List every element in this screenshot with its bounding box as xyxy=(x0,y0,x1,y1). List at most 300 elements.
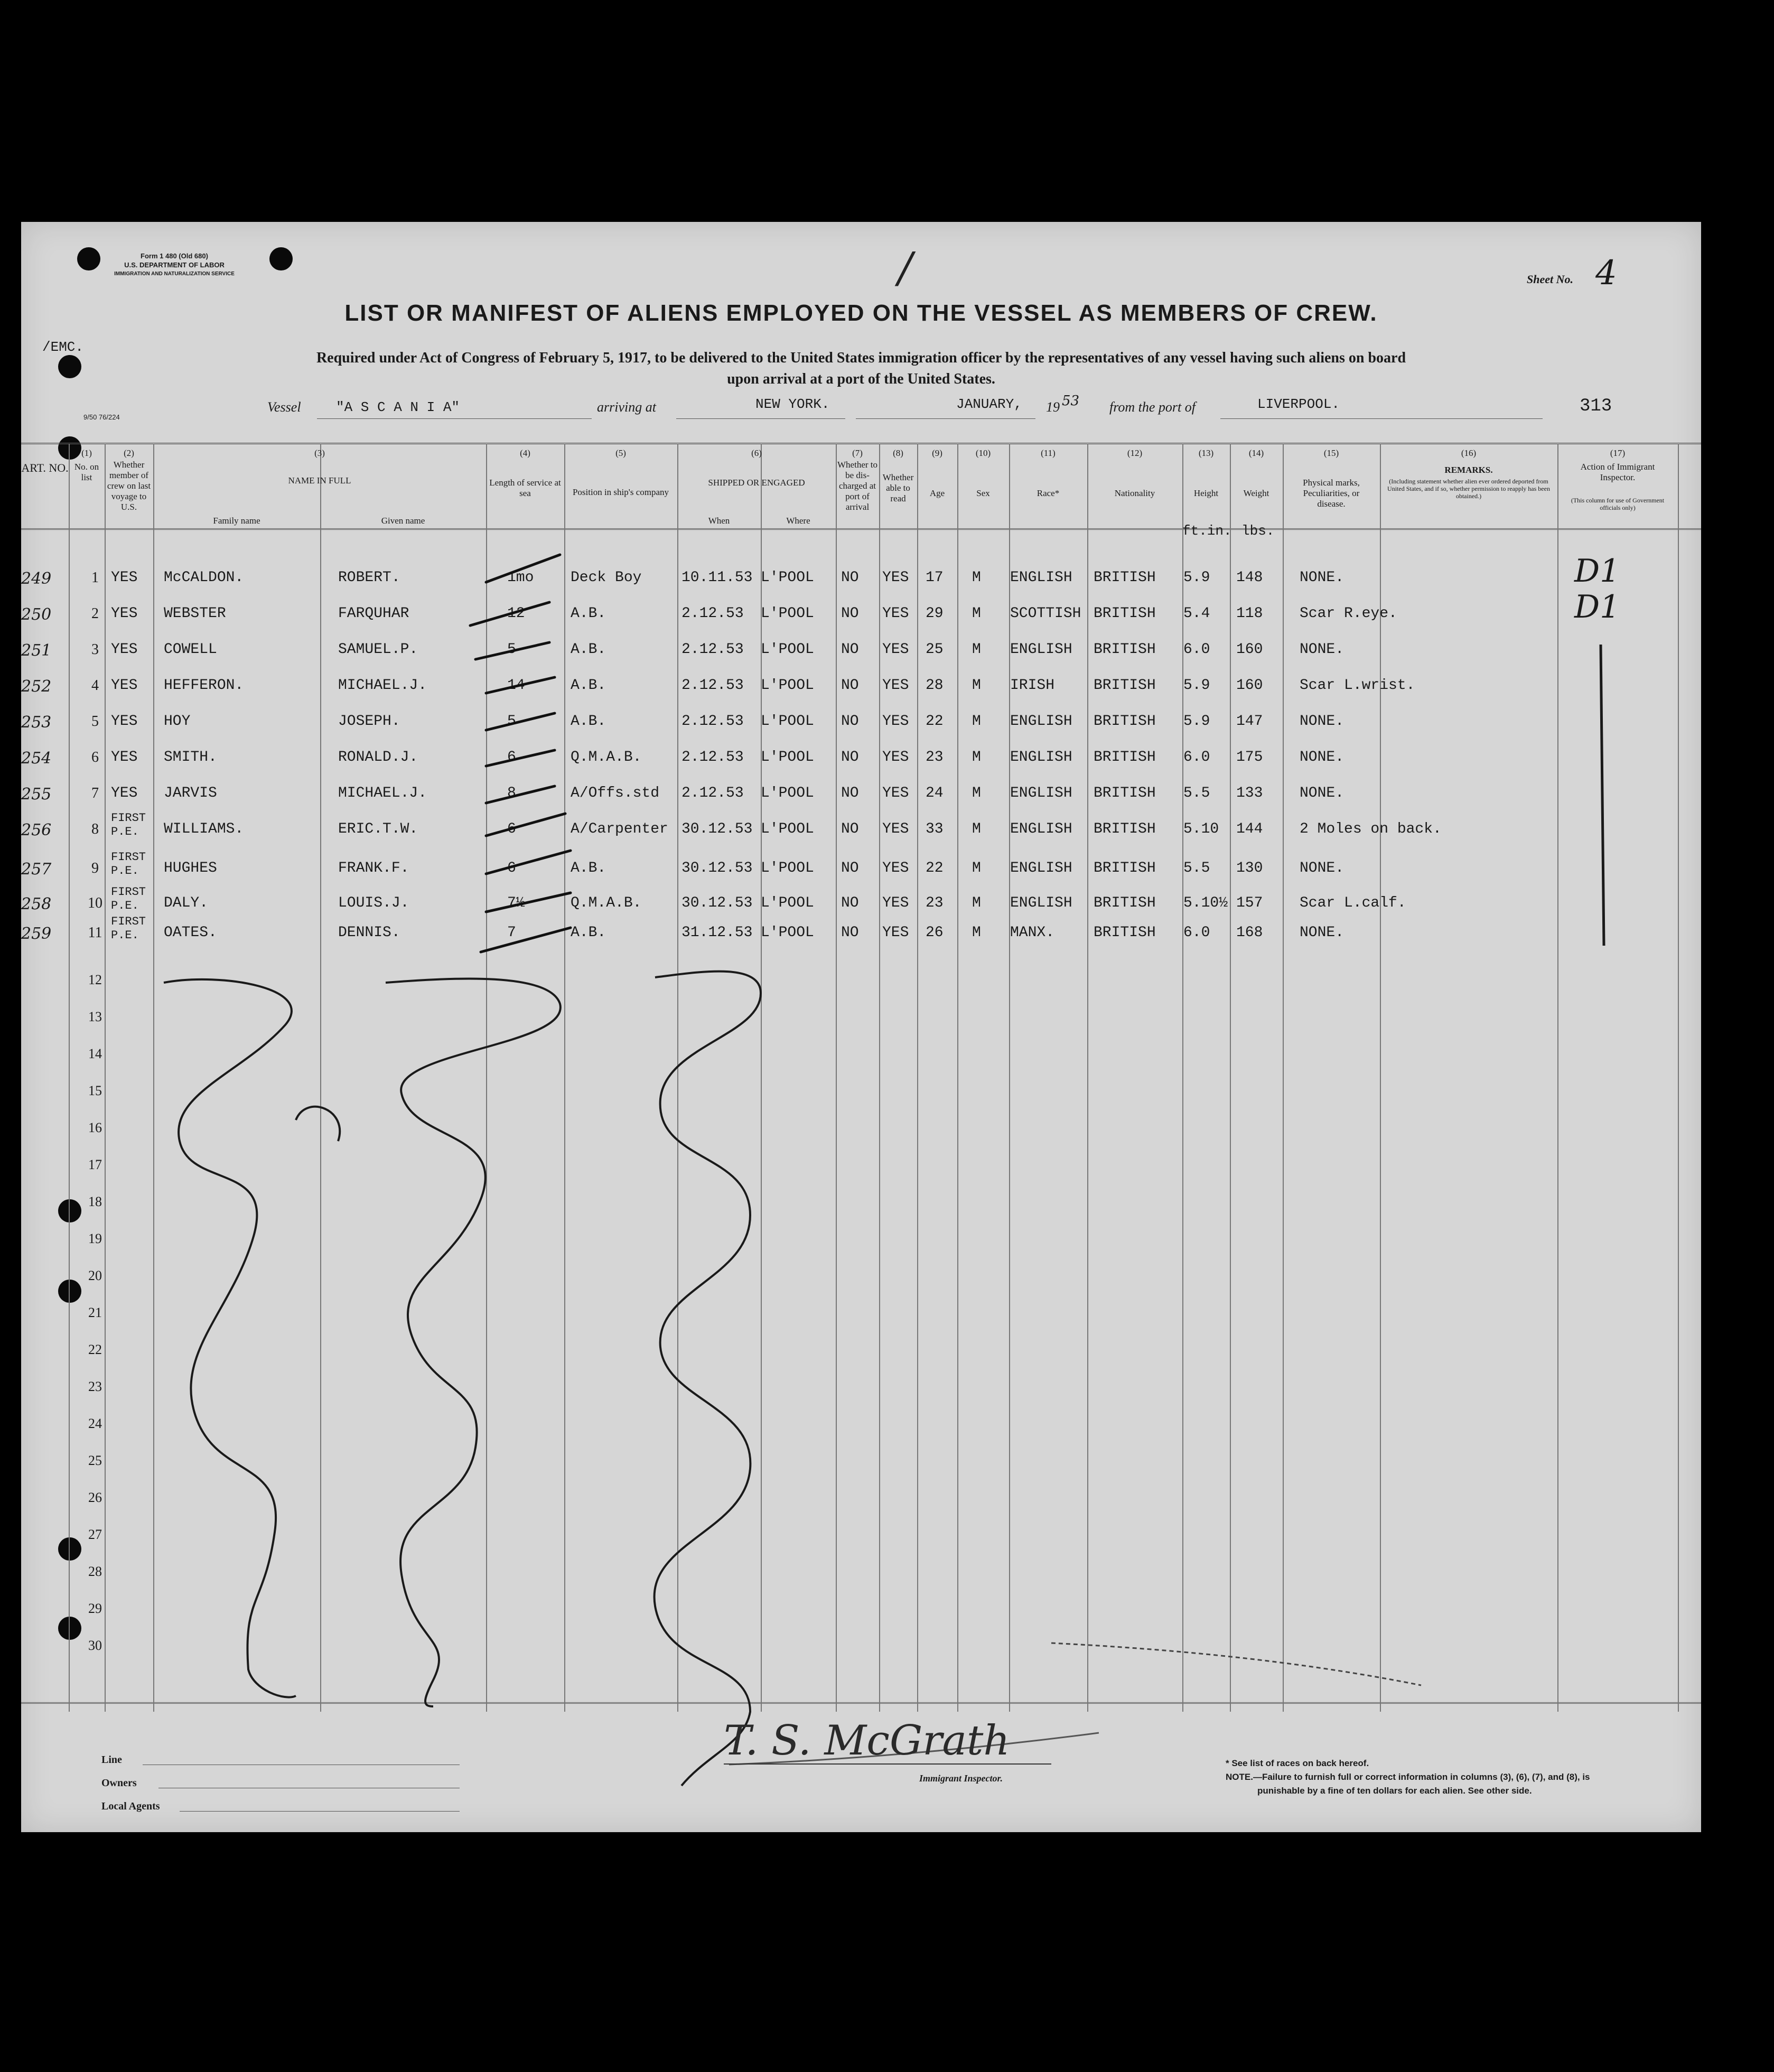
header-c10: Sex xyxy=(976,488,990,498)
discharged: NO xyxy=(841,749,859,766)
inspector-action: D1 xyxy=(1574,553,1620,590)
family-name: HEFFERON. xyxy=(164,677,244,694)
weight: 175 xyxy=(1236,749,1263,766)
shipped-where: L'POOL xyxy=(761,785,814,801)
age: 23 xyxy=(926,895,944,911)
row-number: 17 xyxy=(88,1157,102,1172)
previous-voyage: YES xyxy=(111,713,138,730)
nationality: BRITISH xyxy=(1094,895,1156,911)
discharged: NO xyxy=(841,713,859,730)
weight: 160 xyxy=(1236,677,1263,694)
art-number: 254 xyxy=(21,749,52,768)
previous-voyage: FIRST P.E. xyxy=(111,851,146,878)
discharged: NO xyxy=(841,785,859,801)
race: ENGLISH xyxy=(1010,641,1072,658)
row-number: 12 xyxy=(88,972,102,987)
header-c11: Race* xyxy=(1037,488,1060,498)
art-number: 249 xyxy=(21,570,52,588)
local-agents-label: Local Agents xyxy=(101,1800,160,1812)
position: A.B. xyxy=(571,925,606,941)
header-art-no: ART. NO. xyxy=(21,461,69,474)
header-c8: Whether able to read xyxy=(882,472,914,503)
given-name: MICHAEL.J. xyxy=(338,677,427,694)
art-number: 253 xyxy=(21,713,52,732)
able-to-read: YES xyxy=(882,821,909,837)
weight: 160 xyxy=(1236,641,1263,658)
physical-marks: NONE. xyxy=(1300,749,1344,766)
discharged: NO xyxy=(841,570,859,586)
cancel-squiggle-family xyxy=(164,979,296,1697)
header-c17-num: (17) xyxy=(1610,448,1626,458)
able-to-read: YES xyxy=(882,860,909,876)
owners-label: Owners xyxy=(101,1777,137,1789)
subtitle-2: upon arrival at a port of the United States. xyxy=(727,371,995,387)
header-c1: No. on list xyxy=(74,462,99,482)
from-port: LIVERPOOL. xyxy=(1257,396,1340,412)
header-c15-num: (15) xyxy=(1323,448,1339,458)
height: 5.10 xyxy=(1183,821,1219,837)
penalty-note: NOTE.—Failure to furnish full or correct information in columns (3), (6), (7), and (8), is xyxy=(1226,1772,1590,1782)
cancel-squiggles xyxy=(164,972,761,1786)
physical-marks: Scar L.calf. xyxy=(1300,895,1406,911)
nationality: BRITISH xyxy=(1094,570,1156,586)
row-number: 28 xyxy=(88,1564,102,1579)
shipped-date: 2.12.53 xyxy=(681,749,744,766)
pen-mark: / xyxy=(898,243,912,292)
header-c6-num: (6) xyxy=(751,448,762,458)
strike-mark xyxy=(486,851,571,874)
pen-marks xyxy=(21,222,1701,1832)
sex: M xyxy=(972,677,981,694)
given-name: FARQUHAR xyxy=(338,605,409,622)
strike-mark xyxy=(475,642,549,659)
family-name: WEBSTER xyxy=(164,605,226,622)
nationality: BRITISH xyxy=(1094,785,1156,801)
service-length: 5 xyxy=(507,641,516,658)
header-c14: Weight xyxy=(1243,488,1269,498)
sex: M xyxy=(972,895,981,911)
previous-voyage: YES xyxy=(111,641,138,658)
able-to-read: YES xyxy=(882,925,909,941)
line-label: Line xyxy=(101,1754,122,1766)
header-c8-num: (8) xyxy=(893,448,903,458)
age: 28 xyxy=(926,677,944,694)
header-c6-where: Where xyxy=(786,516,810,526)
physical-marks: Scar R.eye. xyxy=(1300,605,1397,622)
sheet-label: Sheet No. xyxy=(1527,273,1573,286)
service-length: 7½ xyxy=(507,895,525,911)
family-name: OATES. xyxy=(164,925,217,941)
shipped-where: L'POOL xyxy=(761,605,814,622)
able-to-read: YES xyxy=(882,605,909,622)
strike-mark xyxy=(486,786,555,803)
position: A.B. xyxy=(571,605,606,622)
header-family-name: Family name xyxy=(213,516,260,526)
row-number: 25 xyxy=(88,1453,102,1468)
header-c17: Action of Immigrant Inspector. xyxy=(1580,462,1655,482)
height: 5.4 xyxy=(1183,605,1210,622)
strike-mark xyxy=(486,677,555,693)
family-name: SMITH. xyxy=(164,749,217,766)
height: 5.9 xyxy=(1183,677,1210,694)
given-name: FRANK.F. xyxy=(338,860,409,876)
shipped-date: 10.11.53 xyxy=(681,570,753,586)
shipped-date: 2.12.53 xyxy=(681,713,744,730)
inspector-label: Immigrant Inspector. xyxy=(919,1773,1003,1784)
weight: 130 xyxy=(1236,860,1263,876)
service-length: 6 xyxy=(507,821,516,837)
age: 25 xyxy=(926,641,944,658)
row-number: 27 xyxy=(88,1527,102,1542)
able-to-read: YES xyxy=(882,713,909,730)
ref-code: 9/50 76/224 xyxy=(83,413,120,421)
header-c7: Whether to be dis-charged at port of arrival xyxy=(837,460,877,512)
header-c12: Nationality xyxy=(1114,488,1155,498)
row-number: 30 xyxy=(88,1638,102,1653)
height: 5.9 xyxy=(1183,713,1210,730)
nationality: BRITISH xyxy=(1094,749,1156,766)
header-c5-num: (5) xyxy=(615,448,626,458)
shipped-date: 30.12.53 xyxy=(681,860,753,876)
header-c1-num: (1) xyxy=(81,448,92,458)
shipped-where: L'POOL xyxy=(761,641,814,658)
list-number: 6 xyxy=(91,749,99,766)
shipped-where: L'POOL xyxy=(761,821,814,837)
sex: M xyxy=(972,821,981,837)
art-number: 259 xyxy=(21,925,52,943)
physical-marks: NONE. xyxy=(1300,713,1344,730)
given-name: ERIC.T.W. xyxy=(338,821,418,837)
list-number: 9 xyxy=(91,860,99,876)
weight: 147 xyxy=(1236,713,1263,730)
strike-mark xyxy=(486,814,565,836)
sex: M xyxy=(972,785,981,801)
department: U.S. DEPARTMENT OF LABOR xyxy=(124,261,225,269)
row-number: 13 xyxy=(88,1009,102,1024)
family-name: DALY. xyxy=(164,895,209,911)
subtitle-1: Required under Act of Congress of February 5, 1917, to be delivered to the United States immigration officer by the representatives of any vessel having such aliens on board xyxy=(316,350,1406,366)
strike-mark xyxy=(486,713,555,730)
art-number: 250 xyxy=(21,605,52,624)
position: A/Offs.std xyxy=(571,785,660,801)
ref-left: /EMC. xyxy=(42,339,84,355)
shipped-date: 2.12.53 xyxy=(681,641,744,658)
family-name: HUGHES xyxy=(164,860,217,876)
header-c13-num: (13) xyxy=(1198,448,1214,458)
list-number: 8 xyxy=(91,821,99,837)
race: ENGLISH xyxy=(1010,570,1072,586)
art-number: 255 xyxy=(21,785,52,804)
previous-voyage: FIRST P.E. xyxy=(111,885,146,912)
given-name: LOUIS.J. xyxy=(338,895,409,911)
family-name: HOY xyxy=(164,713,191,730)
able-to-read: YES xyxy=(882,895,909,911)
sex: M xyxy=(972,860,981,876)
nationality: BRITISH xyxy=(1094,925,1156,941)
list-number: 3 xyxy=(91,641,99,658)
given-name: ROBERT. xyxy=(338,570,400,586)
row-number: 21 xyxy=(88,1305,102,1320)
header-c13: Height xyxy=(1193,488,1219,498)
list-number: 4 xyxy=(91,677,99,694)
height: 5.10½ xyxy=(1183,895,1228,911)
able-to-read: YES xyxy=(882,749,909,766)
shipped-where: L'POOL xyxy=(761,895,814,911)
given-name: SAMUEL.P. xyxy=(338,641,418,658)
position: A.B. xyxy=(571,641,606,658)
family-name: COWELL xyxy=(164,641,217,658)
page-number: 313 xyxy=(1580,396,1612,416)
list-number: 7 xyxy=(91,785,99,801)
shipped-where: L'POOL xyxy=(761,713,814,730)
race: ENGLISH xyxy=(1010,860,1072,876)
service-length: 12 xyxy=(507,605,525,622)
header-c16: REMARKS. xyxy=(1444,465,1493,475)
discharged: NO xyxy=(841,677,859,694)
height: 6.0 xyxy=(1183,749,1210,766)
header-c3-num: (3) xyxy=(314,448,325,458)
strike-mark xyxy=(470,602,549,626)
position: A.B. xyxy=(571,860,606,876)
age: 17 xyxy=(926,570,944,586)
service-length: 5 xyxy=(507,713,516,730)
physical-marks: NONE. xyxy=(1300,925,1344,941)
row-number: 26 xyxy=(88,1490,102,1505)
header-given-name: Given name xyxy=(381,516,425,526)
position: Q.M.A.B. xyxy=(571,749,642,766)
art-number: 251 xyxy=(21,641,52,660)
row-number: 20 xyxy=(88,1268,102,1283)
discharged: NO xyxy=(841,641,859,658)
header-c16-note: (Including statement whether alien ever ordered deported from United States, and if so, whether permission to reapply has been obtained.) xyxy=(1387,478,1550,500)
shipped-date: 2.12.53 xyxy=(681,677,744,694)
list-number: 11 xyxy=(88,925,102,941)
race: IRISH xyxy=(1010,677,1055,694)
header-c2: Whether member of crew on last voyage to U.S. xyxy=(107,460,151,512)
inspector-action: D1 xyxy=(1574,589,1620,626)
header-c2-num: (2) xyxy=(124,448,134,458)
header-c16-num: (16) xyxy=(1461,448,1477,458)
header-c7-num: (7) xyxy=(852,448,863,458)
previous-voyage: YES xyxy=(111,605,138,622)
shipped-date: 30.12.53 xyxy=(681,895,753,911)
cancel-squiggle-position xyxy=(655,972,761,1786)
race: ENGLISH xyxy=(1010,713,1072,730)
age: 22 xyxy=(926,860,944,876)
weight: 144 xyxy=(1236,821,1263,837)
age: 29 xyxy=(926,605,944,622)
strike-mark xyxy=(486,750,555,766)
shipped-where: L'POOL xyxy=(761,860,814,876)
sex: M xyxy=(972,605,981,622)
header-c6: SHIPPED OR ENGAGED xyxy=(708,478,805,488)
discharged: NO xyxy=(841,895,859,911)
family-name: WILLIAMS. xyxy=(164,821,244,837)
row-number: 15 xyxy=(88,1083,102,1098)
row-number: 18 xyxy=(88,1194,102,1209)
age: 33 xyxy=(926,821,944,837)
sex: M xyxy=(972,925,981,941)
units-ft-in: ft.in. xyxy=(1182,523,1232,539)
shipped-where: L'POOL xyxy=(761,677,814,694)
penalty-note-cont: punishable by a fine of ten dollars for each alien. See other side. xyxy=(1257,1786,1532,1796)
given-name: JOSEPH. xyxy=(338,713,400,730)
race: ENGLISH xyxy=(1010,785,1072,801)
form-number: Form 1 480 (Old 680) xyxy=(141,252,208,260)
previous-voyage: FIRST P.E. xyxy=(111,915,146,942)
arrival-month: JANUARY, xyxy=(956,396,1022,412)
discharged: NO xyxy=(841,821,859,837)
shipped-where: L'POOL xyxy=(761,570,814,586)
service-strike-marks xyxy=(470,555,571,952)
previous-voyage: YES xyxy=(111,570,138,586)
row-number: 24 xyxy=(88,1416,102,1431)
nationality: BRITISH xyxy=(1094,641,1156,658)
shipped-date: 2.12.53 xyxy=(681,605,744,622)
position: A/Carpenter xyxy=(571,821,668,837)
discharged: NO xyxy=(841,860,859,876)
list-number: 10 xyxy=(88,895,102,911)
shipped-date: 31.12.53 xyxy=(681,925,753,941)
physical-marks: NONE. xyxy=(1300,570,1344,586)
height: 6.0 xyxy=(1183,925,1210,941)
row-number: 22 xyxy=(88,1342,102,1357)
previous-voyage: FIRST P.E. xyxy=(111,811,146,838)
given-name: DENNIS. xyxy=(338,925,400,941)
service-length: 6 xyxy=(507,749,516,766)
service-length: 8 xyxy=(507,785,516,801)
height: 6.0 xyxy=(1183,641,1210,658)
sex: M xyxy=(972,641,981,658)
age: 24 xyxy=(926,785,944,801)
previous-voyage: YES xyxy=(111,749,138,766)
cancel-squiggle-given xyxy=(386,978,561,1706)
header-c4-num: (4) xyxy=(520,448,530,458)
row-number: 23 xyxy=(88,1379,102,1394)
able-to-read: YES xyxy=(882,677,909,694)
height: 5.5 xyxy=(1183,860,1210,876)
year-prefix: 19 xyxy=(1046,399,1060,415)
weight: 148 xyxy=(1236,570,1263,586)
service-length: 1mo xyxy=(507,570,534,586)
row-number: 16 xyxy=(88,1120,102,1135)
sex: M xyxy=(972,749,981,766)
strike-mark xyxy=(486,893,571,912)
weight: 133 xyxy=(1236,785,1263,801)
physical-marks: NONE. xyxy=(1300,785,1344,801)
previous-voyage: YES xyxy=(111,677,138,694)
service-length: 7 xyxy=(507,925,516,941)
list-number: 5 xyxy=(91,713,99,730)
age: 26 xyxy=(926,925,944,941)
physical-marks: 2 Moles on back. xyxy=(1300,821,1442,837)
position: Q.M.A.B. xyxy=(571,895,642,911)
units-lbs: lbs. xyxy=(1241,523,1275,539)
physical-marks: NONE. xyxy=(1300,860,1344,876)
squiggle-tail xyxy=(296,1107,340,1141)
shipped-where: L'POOL xyxy=(761,925,814,941)
row-number: 19 xyxy=(88,1231,102,1246)
shipped-date: 30.12.53 xyxy=(681,821,753,837)
header-c9: Age xyxy=(929,488,945,498)
header-c5: Position in ship's company xyxy=(572,487,669,497)
height: 5.5 xyxy=(1183,785,1210,801)
inspector-signature: T. S. McGrath xyxy=(724,1717,1010,1765)
discharged: NO xyxy=(841,925,859,941)
position: A.B. xyxy=(571,713,606,730)
weight: 157 xyxy=(1236,895,1263,911)
shipped-date: 2.12.53 xyxy=(681,785,744,801)
nationality: BRITISH xyxy=(1094,677,1156,694)
header-c3: NAME IN FULL xyxy=(288,475,351,486)
sheet-number: 4 xyxy=(1595,254,1617,293)
age: 23 xyxy=(926,749,944,766)
art-number: 257 xyxy=(21,860,52,879)
header-c9-num: (9) xyxy=(932,448,942,458)
able-to-read: YES xyxy=(882,641,909,658)
nationality: BRITISH xyxy=(1094,821,1156,837)
vessel-label: Vessel xyxy=(267,399,301,415)
given-name: MICHAEL.J. xyxy=(338,785,427,801)
list-number: 1 xyxy=(91,570,99,586)
sex: M xyxy=(972,713,981,730)
weight: 168 xyxy=(1236,925,1263,941)
family-name: JARVIS xyxy=(164,785,217,801)
age: 22 xyxy=(926,713,944,730)
service-length: 6 xyxy=(507,860,516,876)
action-column-line xyxy=(1601,645,1604,946)
race: MANX. xyxy=(1010,925,1055,941)
page-title: LIST OR MANIFEST OF ALIENS EMPLOYED ON THE VESSEL AS MEMBERS OF CREW. xyxy=(344,300,1378,326)
strike-mark xyxy=(486,555,560,582)
race: ENGLISH xyxy=(1010,749,1072,766)
faint-pen-stroke xyxy=(1051,1643,1421,1685)
arrival-port: NEW YORK. xyxy=(755,396,830,412)
list-number: 2 xyxy=(91,605,99,622)
nationality: BRITISH xyxy=(1094,713,1156,730)
race: ENGLISH xyxy=(1010,821,1072,837)
header-c12-num: (12) xyxy=(1127,448,1143,458)
header-c14-num: (14) xyxy=(1248,448,1264,458)
races-note: * See list of races on back hereof. xyxy=(1226,1758,1369,1768)
year-suffix: 53 xyxy=(1062,393,1080,409)
sex: M xyxy=(972,570,981,586)
art-number: 258 xyxy=(21,895,52,913)
previous-voyage: YES xyxy=(111,785,138,801)
service: IMMIGRATION AND NATURALIZATION SERVICE xyxy=(114,271,235,277)
family-name: McCALDON. xyxy=(164,570,244,586)
height: 5.9 xyxy=(1183,570,1210,586)
weight: 118 xyxy=(1236,605,1263,622)
nationality: BRITISH xyxy=(1094,860,1156,876)
physical-marks: Scar L.wrist. xyxy=(1300,677,1415,694)
nationality: BRITISH xyxy=(1094,605,1156,622)
manifest-sheet xyxy=(21,222,1701,1832)
art-number: 252 xyxy=(21,677,52,696)
able-to-read: YES xyxy=(882,785,909,801)
header-c4: Length of service at sea xyxy=(489,478,561,498)
row-number: 14 xyxy=(88,1046,102,1061)
race: SCOTTISH xyxy=(1010,605,1081,622)
position: A.B. xyxy=(571,677,606,694)
header-c15: Physical marks, Peculiarities, or disease. xyxy=(1303,478,1360,509)
given-name: RONALD.J. xyxy=(338,749,418,766)
from-label: from the port of xyxy=(1109,399,1196,415)
strike-mark xyxy=(481,928,571,952)
discharged: NO xyxy=(841,605,859,622)
header-c11-num: (11) xyxy=(1041,448,1056,458)
service-length: 14 xyxy=(507,677,525,694)
